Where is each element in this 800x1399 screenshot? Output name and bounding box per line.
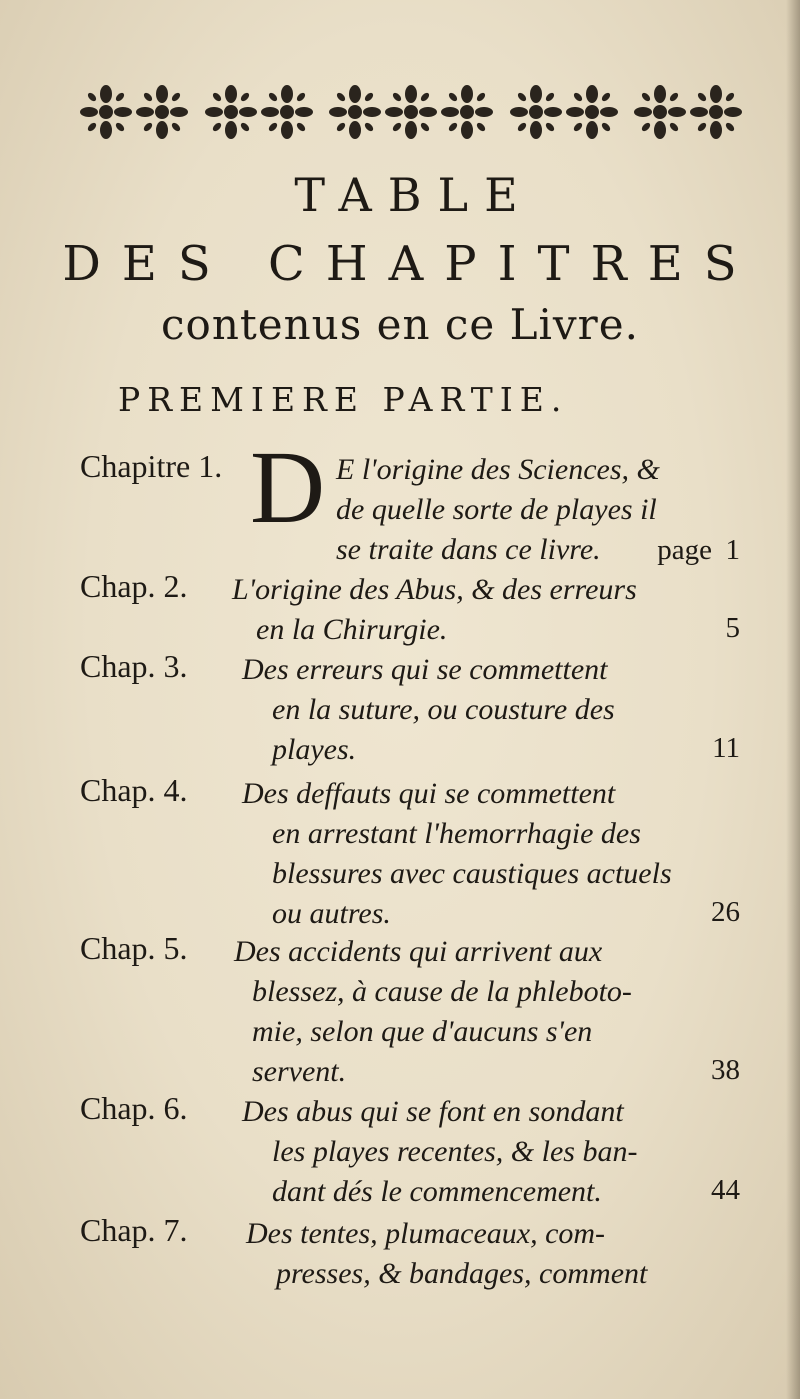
title-line: les playes recentes, & les ban- [272, 1135, 638, 1168]
toc-entry [80, 772, 740, 936]
page-number: 11 [712, 732, 740, 764]
fleuron-icon [634, 84, 686, 140]
title-line: ou autres. [272, 897, 391, 930]
title-line: servent. [252, 1055, 347, 1088]
printers-ornament-band [80, 80, 742, 144]
chapter-title [242, 1092, 740, 1212]
title-line: dant dés le commencement. [272, 1175, 602, 1208]
ornament-group [205, 84, 313, 140]
ornament-group [510, 84, 618, 140]
chapter-label: Chap. 4. [80, 772, 188, 808]
toc-entry [80, 648, 740, 772]
part-heading: PREMIERE PARTIE. [118, 380, 569, 419]
toc-entry [80, 1212, 740, 1296]
toc-entry [80, 568, 740, 652]
title-line: Des deffauts qui se commettent [242, 777, 616, 810]
fleuron-icon [441, 84, 493, 140]
title-line: en la Chirurgie. [256, 613, 448, 646]
chapter-title [246, 1214, 740, 1294]
title-line: presses, & bandages, comment [276, 1257, 648, 1290]
fleuron-icon [385, 84, 437, 140]
title-line: de quelle sorte de playes il [336, 493, 657, 526]
title-line: blessez, à cause de la phleboto- [252, 975, 632, 1008]
ornament-group [80, 84, 188, 140]
chapter-label: Chap. 2. [80, 568, 188, 604]
title-line: mie, selon que d'aucuns s'en [252, 1015, 593, 1048]
fleuron-icon [261, 84, 313, 140]
fleuron-icon [329, 84, 381, 140]
title-line: E l'origine des Sciences, & [336, 453, 660, 486]
fleuron-icon [80, 84, 132, 140]
title-line: Des accidents qui arrivent aux [234, 935, 603, 968]
page-number: 44 [711, 1174, 740, 1206]
title-line: Des abus qui se font en sondant [242, 1095, 624, 1128]
toc-entry [80, 930, 740, 1094]
chapter-title [242, 650, 740, 770]
fleuron-icon [510, 84, 562, 140]
title-line: Des tentes, plumaceaux, com- [246, 1217, 606, 1250]
title-chapters: DES CHAPITRES [62, 236, 758, 292]
page-number: 1 [725, 534, 740, 566]
title-line: Des erreurs qui se commettent [242, 653, 608, 686]
chapter-title [242, 774, 740, 934]
page-number: 5 [725, 612, 740, 644]
title-line: se traite dans ce livre. [336, 533, 601, 566]
drop-cap: D [250, 430, 326, 545]
title-line: playes. [272, 733, 357, 766]
title-line: en arrestant l'hemorrhagie des [272, 817, 641, 850]
title-line: L'origine des Abus, & des erreurs [232, 573, 637, 606]
fleuron-icon [566, 84, 618, 140]
toc-entry [80, 430, 740, 578]
chapter-label: Chap. 5. [80, 930, 188, 966]
fleuron-icon [690, 84, 742, 140]
chapter-label: Chap. 7. [80, 1212, 188, 1248]
toc-entry [80, 1090, 740, 1214]
fleuron-icon [205, 84, 257, 140]
chapter-label: Chap. 3. [80, 648, 188, 684]
title-subtitle: contenus en ce Livre. [161, 300, 639, 349]
title-line: blessures avec caustiques actuels [272, 857, 672, 890]
title-line: en la suture, ou cousture des [272, 693, 615, 726]
page-number: 26 [711, 896, 740, 928]
page-number: 38 [711, 1054, 740, 1086]
chapter-title [234, 932, 740, 1092]
chapter-label: Chapitre 1. [80, 448, 223, 484]
title-table: TABLE [294, 168, 534, 222]
chapter-title [232, 570, 740, 650]
fleuron-icon [136, 84, 188, 140]
page-prefix: page [657, 534, 712, 566]
chapter-label: Chap. 6. [80, 1090, 188, 1126]
ornament-group [634, 84, 742, 140]
ornament-group [329, 84, 493, 140]
